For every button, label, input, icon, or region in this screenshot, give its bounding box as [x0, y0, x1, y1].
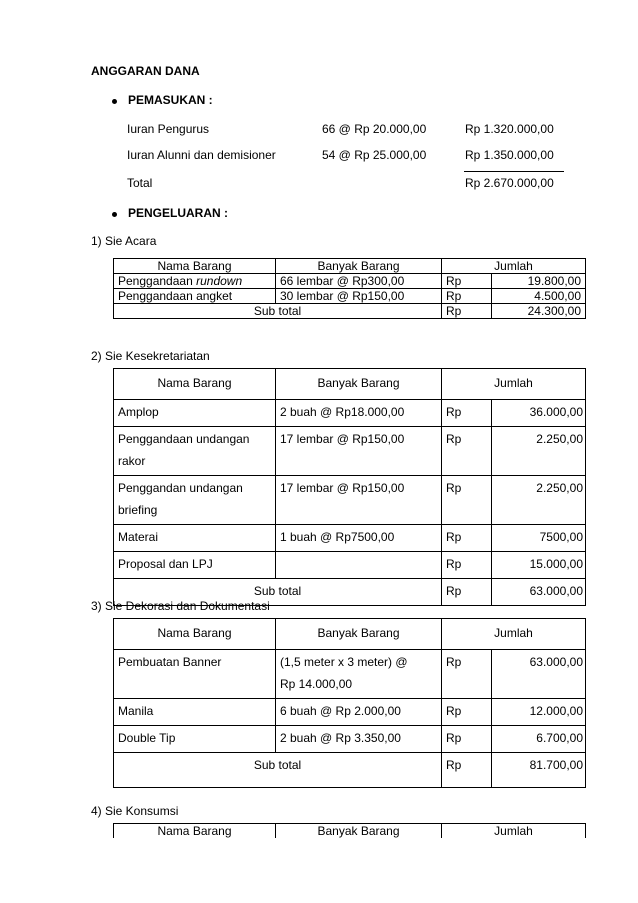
item-qty: 17 lembar @ Rp150,00	[276, 476, 442, 525]
table-row	[114, 476, 586, 525]
item-amount: 15.000,00	[492, 552, 586, 579]
header-nama-barang: Nama Barang	[114, 619, 276, 650]
currency: Rp	[442, 699, 492, 726]
item-amount: 2.250,00	[492, 476, 586, 525]
income-total-row	[127, 176, 567, 192]
income-amount: Rp 1.350.000,00	[465, 148, 554, 162]
header-jumlah: Jumlah	[442, 824, 586, 839]
item-qty: 17 lembar @ Rp150,00	[276, 427, 442, 476]
currency: Rp	[442, 476, 492, 525]
table-row	[114, 525, 586, 552]
income-total-label: Total	[127, 176, 153, 190]
item-qty: 66 lembar @ Rp300,00	[276, 274, 442, 289]
item-qty: (1,5 meter x 3 meter) @ Rp 14.000,00	[276, 650, 442, 699]
income-label: Iuran Pengurus	[127, 122, 210, 136]
item-qty	[276, 552, 442, 579]
currency: Rp	[442, 650, 492, 699]
page-title: ANGGARAN DANA	[91, 64, 200, 78]
section-title: 1) Sie Acara	[91, 234, 157, 248]
table-row	[114, 552, 586, 579]
header-jumlah: Jumlah	[442, 369, 586, 400]
subtotal-amount: 81.700,00	[492, 753, 586, 788]
item-amount: 6.700,00	[492, 726, 586, 753]
currency: Rp	[442, 400, 492, 427]
subtotal-label: Sub total	[114, 753, 442, 788]
item-qty: 2 buah @ Rp 3.350,00	[276, 726, 442, 753]
item-name: Pembuatan Banner	[114, 650, 276, 699]
income-total-amount: Rp 2.670.000,00	[465, 176, 554, 190]
table-row	[114, 726, 586, 753]
section-title: 2) Sie Kesekretariatan	[91, 349, 210, 363]
table-row	[114, 699, 586, 726]
item-name: Penggandaan angket	[114, 289, 276, 304]
currency: Rp	[442, 274, 492, 289]
total-divider	[464, 171, 564, 172]
table-row	[114, 289, 586, 304]
currency: Rp	[442, 753, 492, 788]
item-amount: 7500,00	[492, 525, 586, 552]
header-banyak-barang: Banyak Barang	[276, 259, 442, 274]
currency: Rp	[442, 525, 492, 552]
header-nama-barang: Nama Barang	[114, 369, 276, 400]
currency: Rp	[442, 552, 492, 579]
header-jumlah: Jumlah	[442, 259, 586, 274]
header-nama-barang: Nama Barang	[114, 259, 276, 274]
item-name: Double Tip	[114, 726, 276, 753]
subtotal-amount: 63.000,00	[492, 579, 586, 606]
expense-table-acara	[113, 258, 586, 319]
item-name: Materai	[114, 525, 276, 552]
table-row	[114, 274, 586, 289]
item-name: Penggandaan rundown	[114, 274, 276, 289]
header-nama-barang: Nama Barang	[114, 824, 276, 839]
income-row	[127, 122, 567, 138]
header-banyak-barang: Banyak Barang	[276, 369, 442, 400]
income-row	[127, 148, 567, 164]
item-qty: 30 lembar @ Rp150,00	[276, 289, 442, 304]
header-banyak-barang: Banyak Barang	[276, 619, 442, 650]
income-qty: 54 @ Rp 25.000,00	[322, 148, 427, 162]
expense-table-konsumsi	[113, 823, 586, 838]
table-row	[114, 400, 586, 427]
item-qty: 2 buah @ Rp18.000,00	[276, 400, 442, 427]
subtotal-row	[114, 304, 586, 319]
header-banyak-barang: Banyak Barang	[276, 824, 442, 839]
item-name: Manila	[114, 699, 276, 726]
header-jumlah: Jumlah	[442, 619, 586, 650]
section-title: 4) Sie Konsumsi	[91, 804, 179, 818]
currency: Rp	[442, 579, 492, 606]
currency: Rp	[442, 304, 492, 319]
item-amount: 2.250,00	[492, 427, 586, 476]
pengeluaran-heading: PENGELUARAN :	[128, 206, 229, 220]
subtotal-label: Sub total	[114, 304, 442, 319]
table-row	[114, 427, 586, 476]
section-title: 3) Sie Dekorasi dan Dokumentasi	[91, 599, 270, 613]
subtotal-amount: 24.300,00	[492, 304, 586, 319]
item-amount: 12.000,00	[492, 699, 586, 726]
item-name: Penggandan undangan briefing	[114, 476, 276, 525]
currency: Rp	[442, 726, 492, 753]
expense-table-kesekretariatan	[113, 368, 586, 606]
item-amount: 4.500,00	[492, 289, 586, 304]
expense-table-dekorasi	[113, 618, 586, 788]
item-qty: 6 buah @ Rp 2.000,00	[276, 699, 442, 726]
currency: Rp	[442, 427, 492, 476]
item-name: Amplop	[114, 400, 276, 427]
subtotal-row	[114, 753, 586, 788]
income-amount: Rp 1.320.000,00	[465, 122, 554, 136]
bullet-icon	[112, 99, 117, 104]
pemasukan-heading: PEMASUKAN :	[128, 93, 213, 107]
item-amount: 36.000,00	[492, 400, 586, 427]
income-label: Iuran Alunni dan demisioner	[127, 148, 276, 162]
table-row	[114, 650, 586, 699]
item-name: Proposal dan LPJ	[114, 552, 276, 579]
bullet-icon	[112, 212, 117, 217]
item-qty: 1 buah @ Rp7500,00	[276, 525, 442, 552]
subtotal-label: Sub total	[114, 579, 442, 606]
income-qty: 66 @ Rp 20.000,00	[322, 122, 427, 136]
item-amount: 19.800,00	[492, 274, 586, 289]
item-name: Penggandaan undangan rakor	[114, 427, 276, 476]
currency: Rp	[442, 289, 492, 304]
item-amount: 63.000,00	[492, 650, 586, 699]
